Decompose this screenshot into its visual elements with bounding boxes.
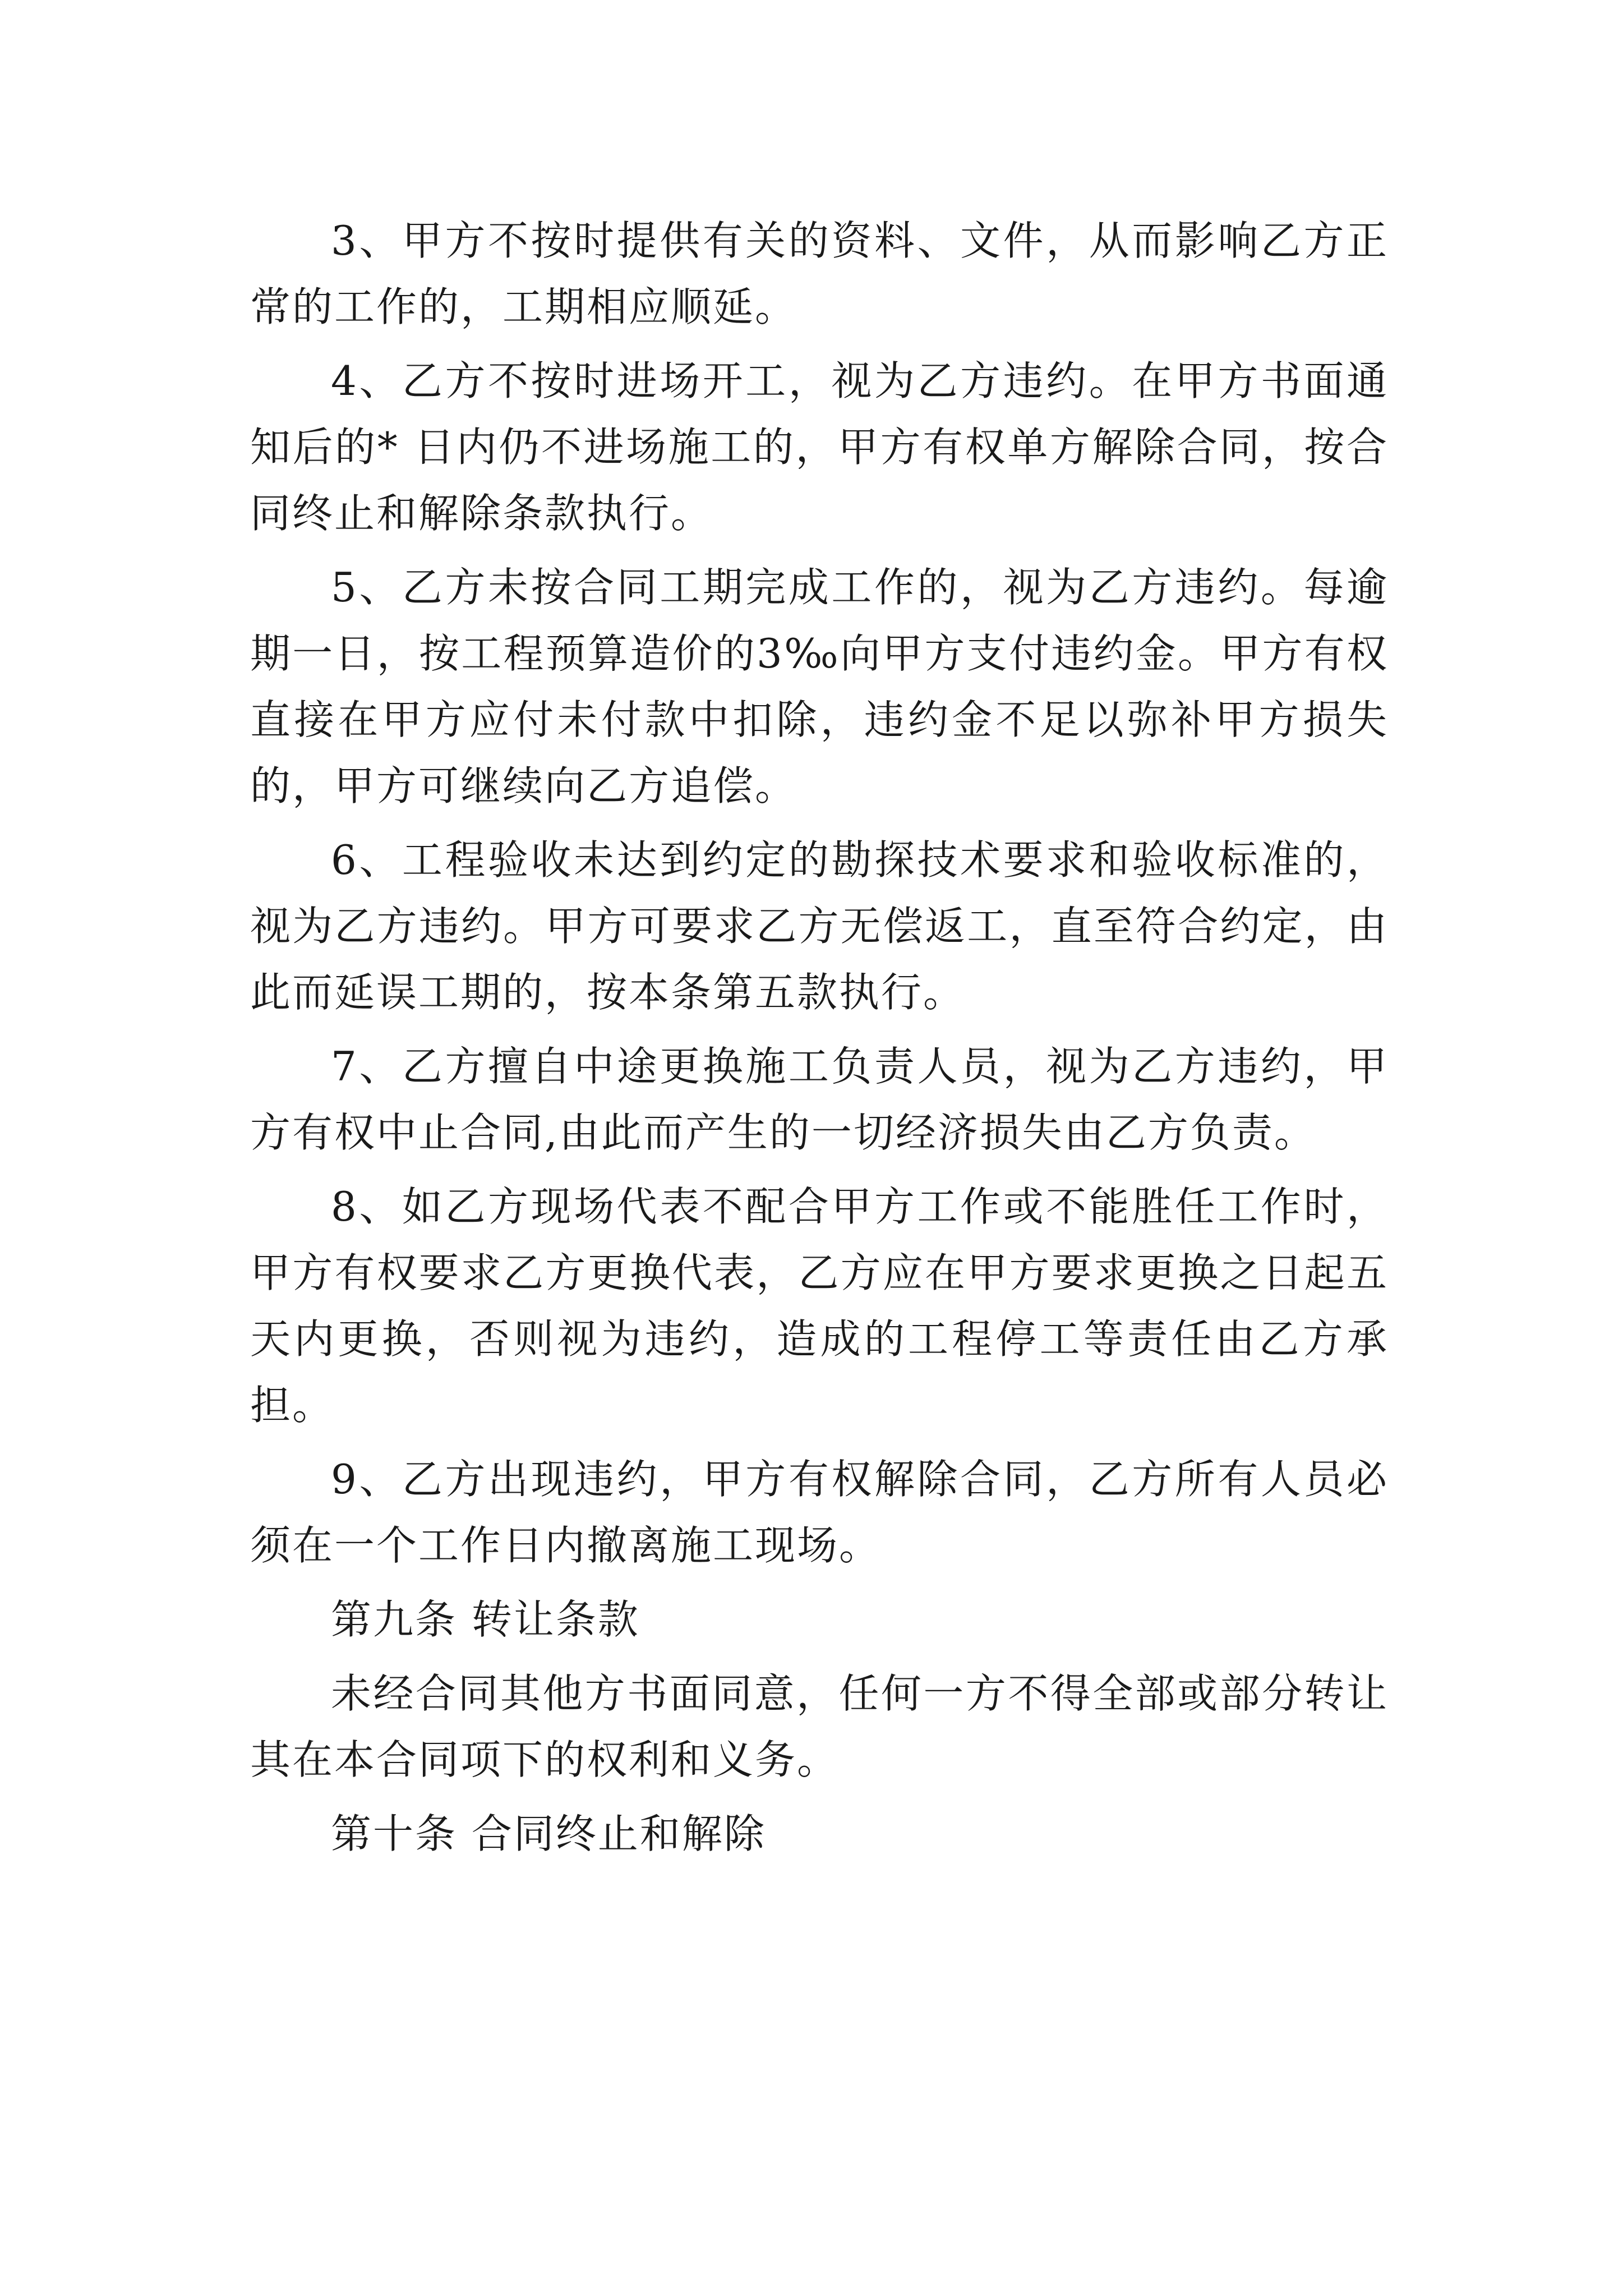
clause-8-paragraph: 8、如乙方现场代表不配合甲方工作或不能胜任工作时，甲方有权要求乙方更换代表，乙方应在甲方要求更换之日起五天内更换，否则视为违约，造成的工程停工等责任由乙方承担。 xyxy=(250,1183,1389,1429)
article-9-heading: 第九条 转让条款 xyxy=(331,1596,640,1643)
clause-3-paragraph: 3、甲方不按时提供有关的资料、文件，从而影响乙方正常的工作的，工期相应顺延。 xyxy=(250,217,1389,330)
clause-7-paragraph: 7、乙方擅自中途更换施工负责人员，视为乙方违约，甲方有权中止合同,由此而产生的一切经济损失由乙方负责。 xyxy=(250,1043,1389,1156)
article-9-body: 未经合同其他方书面同意，任何一方不得全部或部分转让其在本合同项下的权利和义务。 xyxy=(250,1670,1389,1783)
article-10-heading: 第十条 合同终止和解除 xyxy=(331,1810,766,1857)
clause-4-paragraph: 4、乙方不按时进场开工，视为乙方违约。在甲方书面通知后的* 日内仍不进场施工的，甲方有权单方解除合同，按合同终止和解除条款执行。 xyxy=(250,357,1389,537)
clause-5-paragraph: 5、乙方未按合同工期完成工作的，视为乙方违约。每逾期一日，按工程预算造价的3‰向甲方支付违约金。甲方有权直接在甲方应付未付款中扣除，违约金不足以弥补甲方损失的，甲方可继续向乙方追偿。 xyxy=(250,564,1389,809)
clause-6-paragraph: 6、工程验收未达到约定的勘探技术要求和验收标准的，视为乙方违约。甲方可要求乙方无偿返工，直至符合约定，由此而延误工期的，按本条第五款执行。 xyxy=(250,836,1389,1016)
document-page xyxy=(250,208,1389,1875)
clause-9-paragraph: 9、乙方出现违约，甲方有权解除合同，乙方所有人员必须在一个工作日内撤离施工现场。 xyxy=(250,1456,1389,1569)
